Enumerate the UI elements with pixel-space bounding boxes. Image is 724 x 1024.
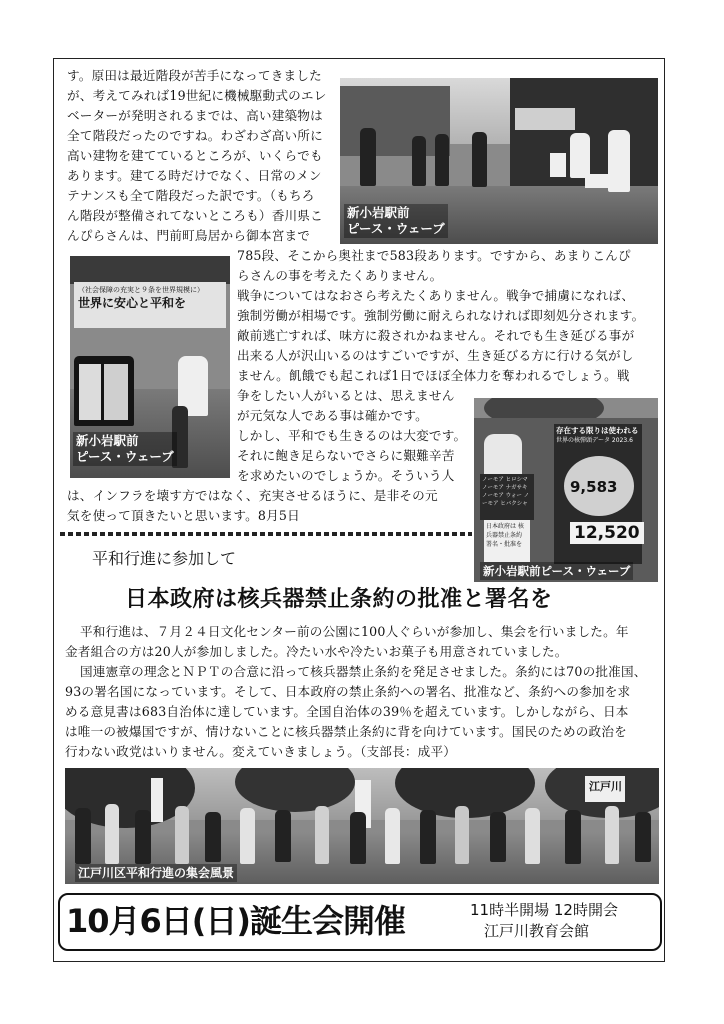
board-text: 存在する限りは使われる <box>556 426 639 435</box>
text-line: が元気な人である事は確かです。 <box>237 408 428 423</box>
text-line: 敵前逃亡すれば、味方に殺されかねません。それでも生き延びる事が <box>237 328 635 343</box>
article-headline: 日本政府は核兵器禁止条約の批准と署名を <box>125 587 553 612</box>
photo-caption: 新小岩駅前 <box>76 433 139 448</box>
board-number: 12,520 <box>570 522 644 544</box>
text-line: テナンスも全て階段だった訳です。（もちろ <box>67 188 315 203</box>
text-line: 平和行進は、７月２４日文化センター前の公園に100人ぐらいが参加し、集会を行いました。年 <box>80 624 629 639</box>
text-line: 争をしたい人がいるとは、思えません <box>237 388 455 403</box>
banner-text: （社会保障の充実と９条を世界規模に） <box>78 286 204 294</box>
text-line: 93の署名国になっています。そして、日本政府の禁止条約への署名、批准など、条約への参加を求 <box>65 684 631 699</box>
photo-peace-march <box>65 768 659 884</box>
text-line: 国連憲章の理念とＮＰＴの合意に沿って核兵器禁止条約を発足させました。条約には70の批准国、 <box>80 664 647 679</box>
photo-station-board <box>474 398 658 582</box>
banner-text: 世界に安心と平和を <box>78 296 187 310</box>
text-line: 785段、そこから奥社まで583段あります。ですから、あまりこんぴ <box>237 248 631 263</box>
text-line: は、インフラを壊す方ではなく、充実させるほうに、是非その元 <box>67 488 438 503</box>
text-line: あります。建てる時だけでなく、日常のメン <box>67 168 322 183</box>
event-title: 10月6日(日)誕生会開催 <box>66 902 406 940</box>
text-line: 戦争についてはなおさら考えたくありません。戦争で捕虜になれば、 <box>237 288 635 303</box>
text-line: ベーターが発明されるまでは、高い建築物は <box>67 108 323 123</box>
text-line: 出来る人が沢山いるのはすごいですが、生き延びる方に行ける気がし <box>237 348 634 363</box>
text-line: 金者組合の方は20人が参加しました。冷たい水や冷たいお菓子も用意されていました。 <box>65 644 568 659</box>
photo-station-top <box>340 78 658 244</box>
text-line: が、考えてみれば19世紀に機械駆動式のエレ <box>67 88 327 103</box>
text-line: 行わない政党はいりません。変えていきましょう。（支部長：成平） <box>65 744 457 759</box>
text-line: んぴらさんは、門前町鳥居から御本宮まで <box>67 228 311 243</box>
board-text: ノーモア ヒロシマ ノーモア ナガサキ ノーモア ウォー ノーモア ヒバクシャ <box>480 474 534 520</box>
text-line: を求めたいのでしょうか。そういう人 <box>237 468 455 483</box>
text-line: 強制労働が相場です。強制労働に耐えられなければ即刻処分されます。 <box>237 308 645 323</box>
photo-station-banner <box>70 256 230 478</box>
text-line: らさんの事を考えたくありません。 <box>237 268 443 283</box>
section-divider <box>60 532 472 536</box>
text-line: それに飽き足らないでさらに艱難辛苦 <box>237 448 455 463</box>
board-text: 日本政府は 核兵器禁止条約 署名・批准を <box>484 520 530 562</box>
text-line: 気を使って頂きたいと思います。8月5日 <box>67 508 300 523</box>
flag-text: 江戸川 <box>589 780 622 793</box>
text-line: は唯一の被爆国ですが、情けないことに核兵器禁止条約に背を向けています。国民のための政治を <box>65 724 627 739</box>
event-venue: 江戸川教育会館 <box>484 922 590 940</box>
photo-caption: 江戸川区平和行進の集会風景 <box>75 864 237 882</box>
photo-caption: ピース・ウェーブ <box>347 221 445 236</box>
text-line: ん階段が整備されてないところも）香川県こ <box>67 208 323 223</box>
photo-caption: 新小岩駅前ピース・ウェーブ <box>480 562 633 580</box>
photo-caption: 新小岩駅前 <box>347 205 410 220</box>
article-kicker: 平和行進に参加して <box>92 549 237 568</box>
text-line: 高い建物を建てているところが、いくらでも <box>67 148 323 163</box>
text-line: しかし、平和でも生きるのは大変です。 <box>237 428 467 443</box>
board-number: 9,583 <box>570 478 618 496</box>
text-line: す。原田は最近階段が苦手になってきました <box>67 68 322 83</box>
board-text: 世界の核弾頭データ 2023.6 <box>556 437 633 444</box>
event-time: 11時半開場 12時開会 <box>470 901 618 919</box>
text-line: ません。飢餓でも起これば1日でほぼ全体力を奪われるでしょう。戦 <box>237 368 630 383</box>
text-line: 全て階段だったのですね。わざわざ高い所に <box>67 128 323 143</box>
text-line: める意見書は683自治体に達しています。全国自治体の39％を超えています。しかしながら、日本 <box>65 704 629 719</box>
photo-caption: ピース・ウェーブ <box>76 449 174 464</box>
